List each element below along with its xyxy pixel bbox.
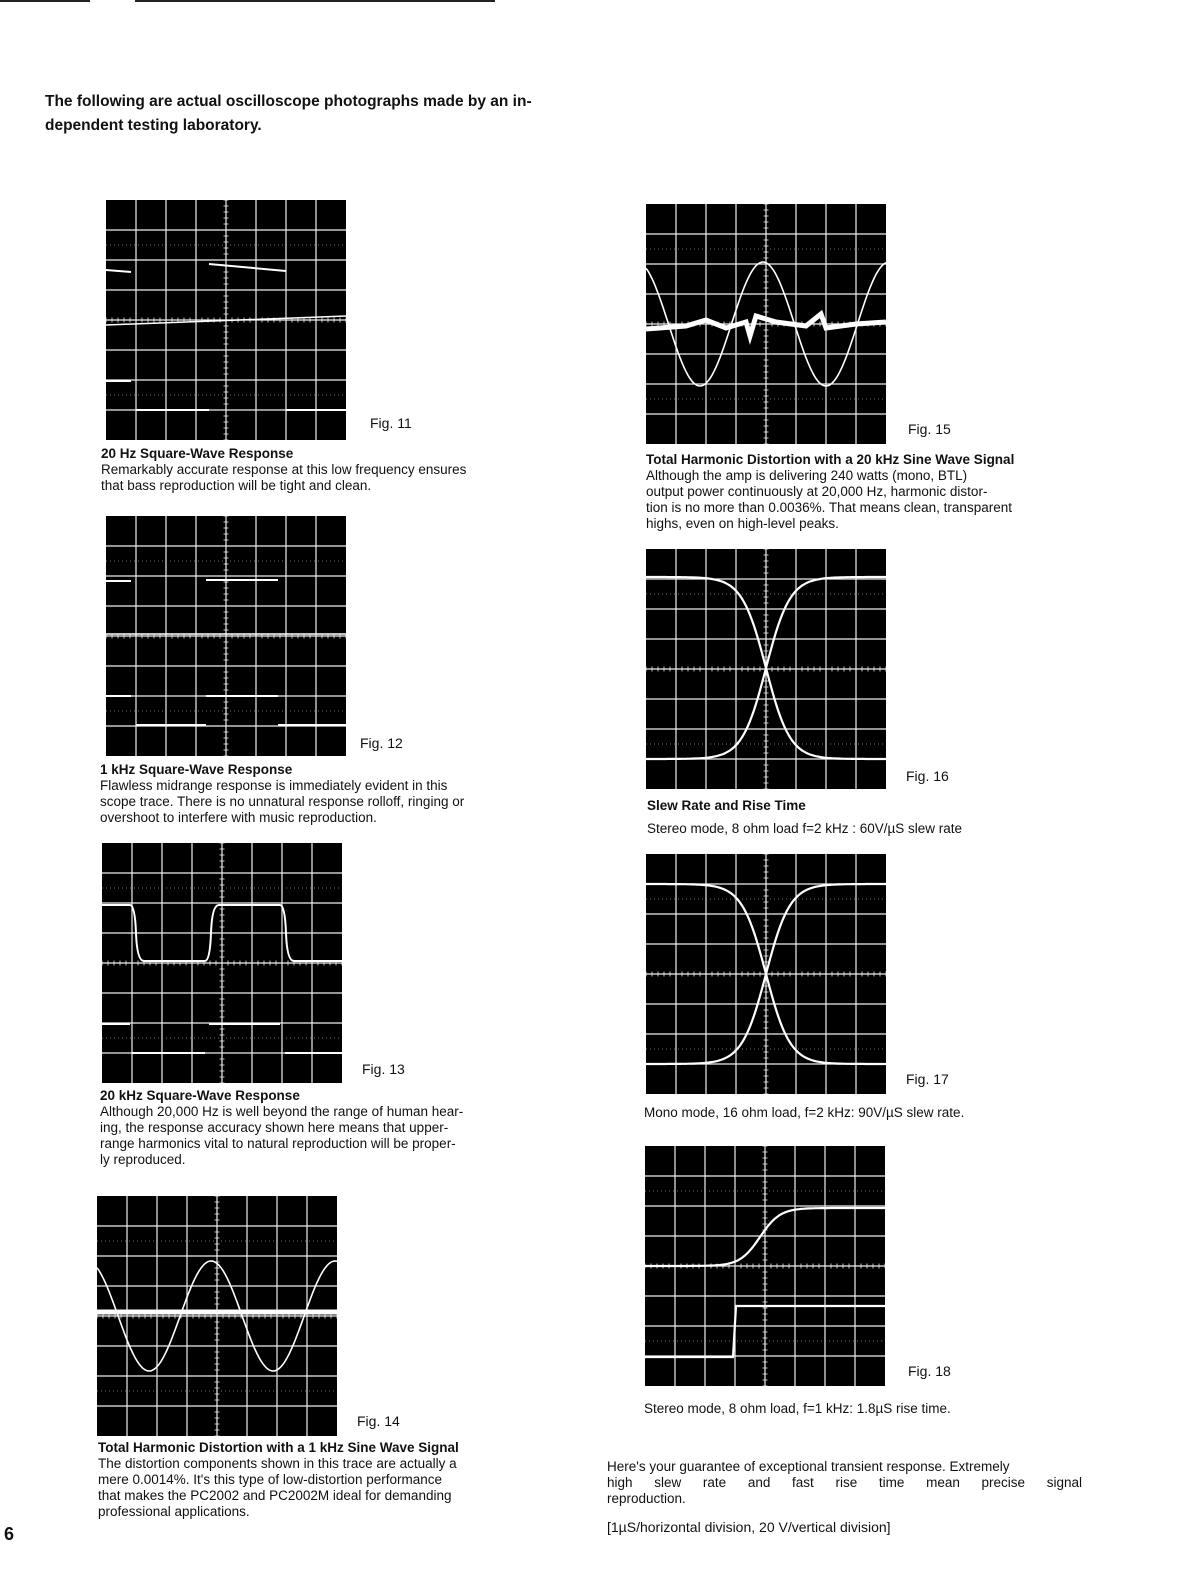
fig-15-line: highs, even on high-level peaks. [646,516,839,531]
fig-14-label: Fig. 14 [357,1413,400,1429]
fig-14-line: mere 0.0014%. It's this type of low-distortion performance [98,1472,442,1487]
fig-17-label: Fig. 17 [906,1071,949,1087]
scope-fig-12 [106,516,346,756]
fig-15-title: Total Harmonic Distortion with a 20 kHz Sine Wave Signal [646,452,1015,467]
fig-12-line: Flawless midrange response is immediately evident in this [100,778,448,793]
fig-17-caption: Mono mode, 16 ohm load, f=2 kHz: 90V/µS slew rate. [644,1105,965,1120]
fig-12-line: overshoot to interfere with music reproduction. [100,810,377,825]
oscilloscope-trace [106,200,346,440]
fig-14-line: The distortion components shown in this trace are actually a [98,1456,457,1471]
scope-fig-17 [646,854,886,1094]
fig-16-label: Fig. 16 [906,768,949,784]
fig-12-caption [100,762,528,826]
oscilloscope-trace [646,854,886,1094]
scope-fig-13 [102,843,342,1083]
fig-12-label: Fig. 12 [360,735,403,751]
fig-15-line: tion is no more than 0.0036%. That means clean, transparent [646,500,1012,515]
fig-11-label: Fig. 11 [370,415,412,431]
guarantee-line: reproduction. [607,1491,686,1506]
fig-14-line: professional applications. [98,1504,250,1519]
scope-fig-18 [645,1146,885,1386]
fig-16-title: Slew Rate and Rise Time [647,798,806,813]
fig-13-title: 20 kHz Square-Wave Response [100,1088,300,1103]
guarantee-paragraph [607,1459,1082,1507]
fig-13-line: range harmonics vital to natural reproduction will be proper- [100,1136,456,1151]
top-rule-right [135,0,495,2]
scope-fig-16 [646,549,886,789]
intro-text [45,90,615,138]
fig-11-title: 20 Hz Square-Wave Response [101,446,294,461]
fig-13-caption [100,1088,528,1168]
fig-11-caption [101,446,521,494]
fig-13-line: ing, the response accuracy shown here means that upper- [100,1120,449,1135]
fig-14-line: that makes the PC2002 and PC2002M ideal for demanding [98,1488,452,1503]
fig-15-label: Fig. 15 [908,421,951,437]
scope-fig-14 [97,1196,337,1436]
fig-12-title: 1 kHz Square-Wave Response [100,762,293,777]
fig-13-line: ly reproduced. [100,1152,186,1167]
fig-15-line: output power continuously at 20,000 Hz, harmonic distor- [646,484,988,499]
fig-18-caption: Stereo mode, 8 ohm load, f=1 kHz: 1.8µS rise time. [644,1401,951,1416]
guarantee-line: high slew rate and fast rise time mean precise signal [607,1475,1082,1490]
scale-note: [1µS/horizontal division, 20 V/vertical division] [607,1519,891,1535]
scope-fig-11 [106,200,346,440]
fig-13-label: Fig. 13 [362,1061,405,1077]
oscilloscope-trace [106,516,346,756]
oscilloscope-trace [97,1196,337,1436]
intro-line-2: dependent testing laboratory. [45,117,262,134]
oscilloscope-trace [646,204,886,444]
top-rule-left [0,0,90,2]
scope-fig-15 [646,204,886,444]
oscilloscope-trace [645,1146,885,1386]
fig-13-line: Although 20,000 Hz is well beyond the range of human hear- [100,1104,464,1119]
fig-11-line: that bass reproduction will be tight and clean. [101,478,372,493]
fig-12-line: scope trace. There is no unnatural response rolloff, ringing or [100,794,465,809]
fig-14-title: Total Harmonic Distortion with a 1 kHz Sine Wave Signal [98,1440,459,1455]
fig-15-caption [646,452,1075,532]
guarantee-line: Here's your guarantee of exceptional transient response. Extremely [607,1459,1010,1474]
page-number: 6 [4,1524,15,1544]
fig-14-caption [98,1440,526,1520]
intro-line-1: The following are actual oscilloscope photographs made by an in- [45,93,532,110]
fig-11-line: Remarkably accurate response at this low frequency ensures [101,462,467,477]
fig-16-line: Stereo mode, 8 ohm load f=2 kHz : 60V/µS slew rate [647,821,963,836]
oscilloscope-trace [102,843,342,1083]
oscilloscope-trace [646,549,886,789]
fig-18-label: Fig. 18 [908,1363,951,1379]
fig-15-line: Although the amp is delivering 240 watts (mono, BTL) [646,468,968,483]
fig-16-caption [647,798,1077,837]
